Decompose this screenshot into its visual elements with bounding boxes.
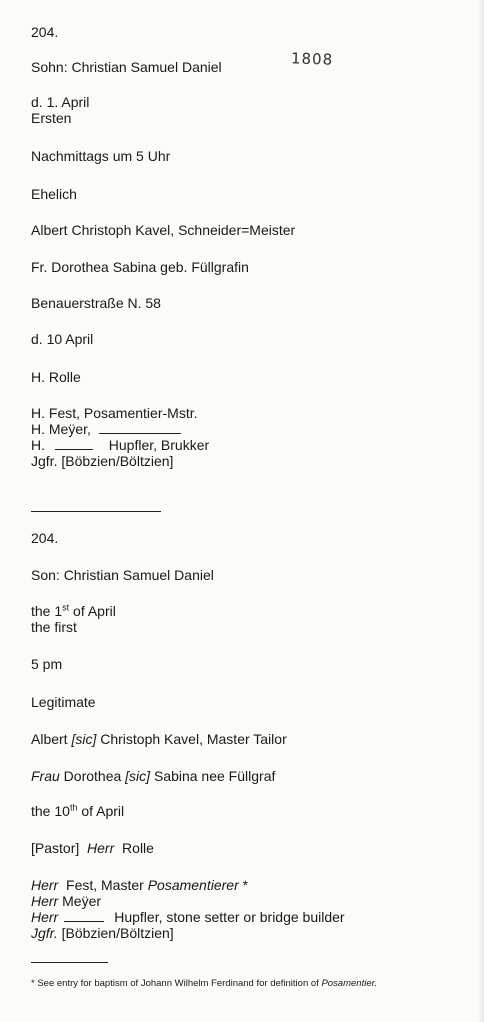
- sponsor-2-blank: [99, 421, 181, 434]
- father-first-name: Albert: [31, 731, 72, 747]
- sponsor-1-star: *: [238, 877, 249, 893]
- footnote-divider: [31, 962, 108, 963]
- sponsor-3-name-en: Hupfler, stone setter or bridge builder: [114, 909, 345, 925]
- mother-first-name: Dorothea: [59, 768, 126, 784]
- sponsor-3-name: Hupfler, Brukker: [108, 437, 210, 453]
- baptism-date-suffix: th: [69, 802, 78, 813]
- baptism-date-line: d. 10 April: [31, 331, 94, 347]
- sponsor-line-3-en: [31, 909, 345, 925]
- pastor-line: H. Rolle: [31, 369, 81, 385]
- birth-date-suffix: st: [62, 602, 70, 613]
- mother-line: Fr. Dorothea Sabina geb. Füllgrafin: [31, 259, 249, 275]
- entry-number-en: 204.: [31, 530, 59, 546]
- sponsor-3-prefix: H.: [31, 437, 45, 453]
- section-divider: [31, 511, 161, 512]
- first-line-en: the first: [31, 619, 77, 635]
- ersten-line: Ersten: [31, 110, 72, 126]
- sponsor-4-jgfr: Jgfr.: [31, 925, 58, 941]
- sponsor-line-3: [31, 437, 209, 453]
- sponsor-3-blank: [55, 437, 93, 450]
- sponsor-2-name-en: Meÿer: [58, 893, 102, 909]
- sponsor-2-herr: Herr: [31, 893, 59, 909]
- address-line: Benauerstraße N. 58: [31, 295, 161, 311]
- mother-rest: Sabina nee Füllgraf: [150, 768, 276, 784]
- mother-title: Frau: [31, 768, 60, 784]
- scan-edge-shadow: [478, 0, 484, 1022]
- birth-date-line: d. 1. April: [31, 94, 90, 110]
- legitimacy-line: Ehelich: [31, 186, 77, 202]
- birth-time-line: Nachmittags um 5 Uhr: [31, 148, 171, 164]
- sponsor-line-4: Jgfr. [Böbzien/Böltzien]: [31, 453, 174, 469]
- sponsor-1-herr: Herr: [31, 877, 59, 893]
- footnote-term: Posamentier.: [321, 978, 378, 989]
- sponsor-3-blank-en: [64, 909, 104, 922]
- sponsor-1-text: Fest, Master: [58, 877, 148, 893]
- sponsor-3-herr: Herr: [31, 909, 59, 925]
- father-line: Albert Christoph Kavel, Schneider=Meister: [31, 222, 296, 238]
- sponsor-4-name-en: [Böbzien/Böltzien]: [57, 925, 174, 941]
- pastor-name: Rolle: [122, 840, 154, 856]
- birth-date-post: of April: [69, 603, 116, 619]
- entry-number: 204.: [31, 24, 59, 40]
- pastor-tag: [Pastor]: [31, 840, 80, 856]
- mother-sic: [sic]: [125, 768, 151, 784]
- pastor-herr: Herr: [87, 840, 115, 856]
- son-name-line-en: Son: Christian Samuel Daniel: [31, 567, 214, 583]
- footnote: [31, 978, 377, 989]
- footnote-text: * See entry for baptism of Johann Wilhelm Ferdinand for definition of: [31, 978, 322, 989]
- sponsor-1-term: Posamentierer: [147, 877, 239, 893]
- sponsor-line-1-en: [31, 877, 248, 893]
- legitimacy-line-en: Legitimate: [31, 694, 96, 710]
- sponsor-line-1: H. Fest, Posamentier-Mstr.: [31, 405, 198, 421]
- father-sic: [sic]: [71, 731, 97, 747]
- sponsor-line-2-en: [31, 893, 101, 909]
- sponsor-line-2: [31, 421, 181, 437]
- father-rest: Christoph Kavel, Master Tailor: [96, 731, 287, 747]
- son-name-line: Sohn: Christian Samuel Daniel: [31, 59, 222, 75]
- baptism-date-pre: the 10: [31, 803, 70, 819]
- father-line-en: [31, 731, 287, 747]
- birth-date-line-en: [31, 603, 116, 619]
- mother-line-en: [31, 768, 275, 784]
- birth-date-pre: the 1: [31, 603, 63, 619]
- pastor-line-en: [31, 840, 154, 856]
- sponsor-2-name: H. Meÿer,: [31, 421, 91, 437]
- sponsor-line-4-en: [31, 925, 174, 941]
- handwritten-year: 1808: [290, 49, 334, 69]
- birth-time-line-en: 5 pm: [31, 656, 63, 672]
- baptism-date-line-en: [31, 803, 124, 819]
- baptism-date-post: of April: [77, 803, 125, 819]
